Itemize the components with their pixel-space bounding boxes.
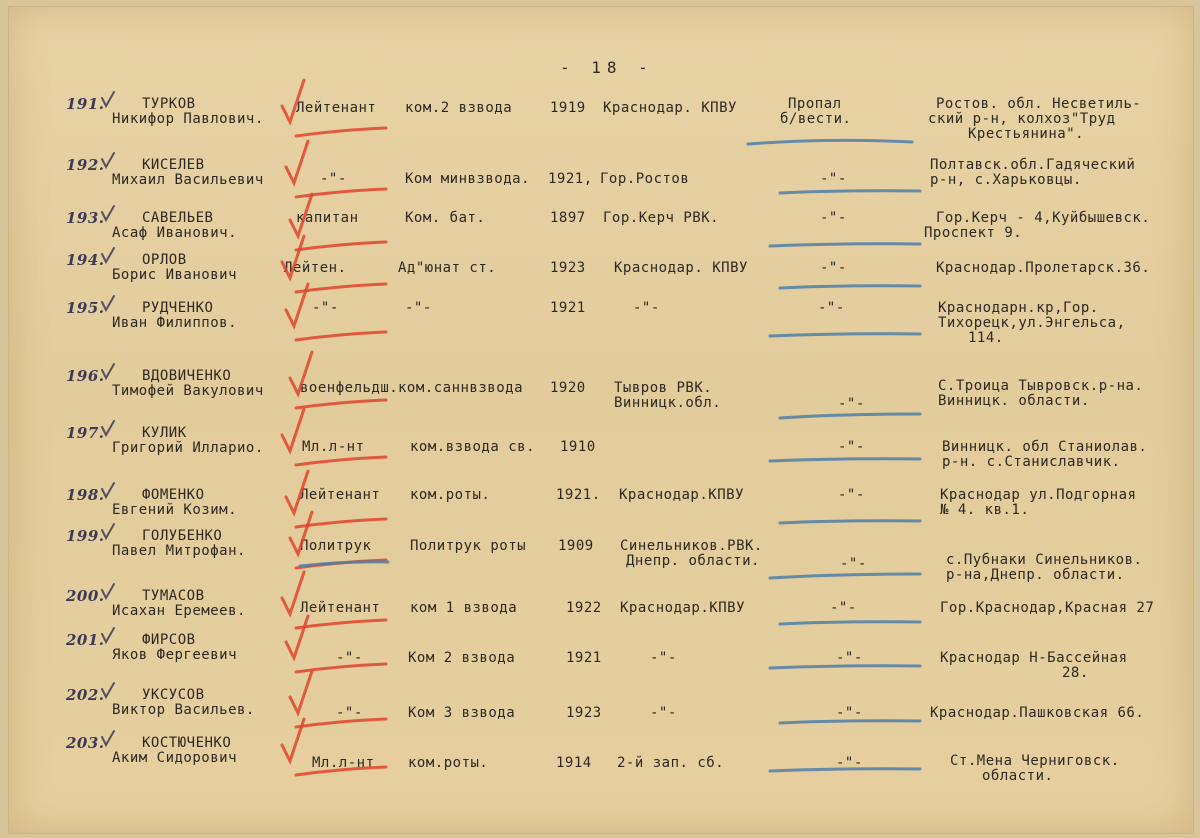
position: Ком. бат. [405, 210, 486, 226]
family-address-line1: С.Троица Тывровск.р-на. [938, 378, 1144, 394]
family-address-line3: Крестьянина". [968, 126, 1085, 142]
loss-status: -"- [836, 650, 863, 666]
surname: САВЕЛЬЕВ [142, 210, 214, 226]
row-number: 191. [66, 95, 105, 113]
row-number: 193. [66, 209, 105, 227]
position: ком.2 взвода [405, 100, 513, 116]
surname: РУДЧЕНКО [142, 300, 214, 316]
surname: ВДОВИЧЕНКО [142, 368, 232, 384]
family-address-line1: Винницк. обл Станиолав. [942, 439, 1148, 455]
conscription-place-line2: Днепр. области. [626, 553, 760, 569]
loss-status: -"- [820, 171, 847, 187]
birth-year: 1923 [566, 705, 602, 721]
row-number: 196. [66, 367, 105, 385]
birth-year: 1909 [558, 538, 594, 554]
birth-year: 1897 [550, 210, 586, 226]
given-name-patronymic: Михаил Васильевич [112, 172, 264, 188]
family-address-line1: Краснодар ул.Подгорная [940, 487, 1137, 503]
page-number: - 18 - [560, 58, 654, 77]
military-rank: -"- [320, 171, 347, 187]
family-address-line2: р-н, с.Харьковцы. [930, 172, 1082, 188]
given-name-patronymic: Иван Филиппов. [112, 315, 238, 331]
position: ком 1 взвода [410, 600, 518, 616]
position: Ком минвзвода. [405, 171, 531, 187]
loss-status: -"- [836, 755, 863, 771]
conscription-place: Гор.Ростов [600, 171, 690, 187]
family-address-line1: Краснодар.Пролетарск.36. [936, 260, 1151, 276]
military-rank: Лейтенант [300, 487, 381, 503]
birth-year: 1910 [560, 439, 596, 455]
position: Ад"юнат ст. [398, 260, 497, 276]
position: Ком 3 взвода [408, 705, 516, 721]
military-rank: Лейтенант [300, 600, 381, 616]
row-number: 197. [66, 424, 105, 442]
given-name-patronymic: Виктор Васильев. [112, 702, 255, 718]
family-address-line1: Гор.Керч - 4,Куйбышевск. [936, 210, 1151, 226]
family-address-line2: № 4. кв.1. [940, 502, 1030, 518]
position: Политрук роты [410, 538, 527, 554]
row-number: 192. [66, 156, 105, 174]
family-address-line2: Проспект 9. [924, 225, 1023, 241]
family-address-line1: Краснодар.Пашковская 66. [930, 705, 1145, 721]
given-name-patronymic: Никифор Павлович. [112, 111, 264, 127]
family-address-line3: 114. [968, 330, 1004, 346]
family-address-line1: Краснодарн.кр,Гор. [938, 300, 1099, 316]
loss-status: -"- [838, 487, 865, 503]
conscription-place: -"- [650, 650, 677, 666]
conscription-place: -"- [650, 705, 677, 721]
given-name-patronymic: Асаф Иванович. [112, 225, 238, 241]
given-name-patronymic: Исахан Еремеев. [112, 603, 246, 619]
family-address-line1: Полтавск.обл.Гадяческий [930, 157, 1136, 173]
given-name-patronymic: Борис Иванович [112, 267, 238, 283]
birth-year: 1921. [556, 487, 601, 503]
row-number: 194. [66, 251, 105, 269]
row-number: 198. [66, 486, 105, 504]
loss-status: -"- [840, 556, 867, 572]
conscription-place: Гор.Керч РВК. [603, 210, 720, 226]
military-rank: Мл.л-нт [302, 439, 365, 455]
conscription-place: Краснодар. КПВУ [603, 100, 737, 116]
conscription-place: Краснодар.КПВУ [620, 600, 746, 616]
military-rank: военфельдш. [300, 380, 399, 396]
conscription-place: -"- [633, 300, 660, 316]
military-rank: Лейтенант [296, 100, 377, 116]
surname: ФОМЕНКО [142, 487, 205, 503]
birth-year: 1920 [550, 380, 586, 396]
surname: КИСЕЛЕВ [142, 157, 205, 173]
family-address-line1: Ст.Мена Черниговск. [950, 753, 1120, 769]
row-number: 201. [66, 631, 105, 649]
birth-year: 1922 [566, 600, 602, 616]
loss-status-line2: б/вести. [780, 111, 852, 127]
family-address-line1: Краснодар Н-Бассейная [940, 650, 1128, 666]
loss-status: -"- [830, 600, 857, 616]
given-name-patronymic: Тимофей Вакулович [112, 383, 264, 399]
conscription-place: Синельников.РВК. [620, 538, 763, 554]
family-address-line2: р-на,Днепр. области. [946, 567, 1125, 583]
family-address-line1: Ростов. обл. Несветиль- [936, 96, 1142, 112]
loss-status: -"- [820, 210, 847, 226]
surname: ФИРСОВ [142, 632, 196, 648]
military-rank: капитан [296, 210, 359, 226]
family-address-line2: области. [982, 768, 1054, 784]
loss-status: Пропал [788, 96, 842, 112]
family-address-line1: с.Пубнаки Синельников. [946, 552, 1143, 568]
position: -"- [405, 300, 432, 316]
birth-year: 1923 [550, 260, 586, 276]
position: Ком 2 взвода [408, 650, 516, 666]
position: ком.саннвзвода [398, 380, 524, 396]
family-address-line2: Тихорецк,ул.Энгельса, [938, 315, 1126, 331]
position: ком.взвода св. [410, 439, 536, 455]
row-number: 195. [66, 299, 105, 317]
military-rank: Политрук [300, 538, 372, 554]
family-address-line2: ский р-н, колхоз"Труд [928, 111, 1116, 127]
birth-year: 1919 [550, 100, 586, 116]
loss-status: -"- [820, 260, 847, 276]
family-address-line2: Винницк. области. [938, 393, 1090, 409]
birth-year: 1921 [566, 650, 602, 666]
conscription-place: Краснодар.КПВУ [619, 487, 745, 503]
given-name-patronymic: Евгений Козим. [112, 502, 238, 518]
given-name-patronymic: Павел Митрофан. [112, 543, 246, 559]
loss-status: -"- [838, 439, 865, 455]
surname: УКСУСОВ [142, 687, 205, 703]
row-number: 202. [66, 686, 105, 704]
given-name-patronymic: Аким Сидорович [112, 750, 238, 766]
military-rank: -"- [336, 705, 363, 721]
position: ком.роты. [410, 487, 491, 503]
birth-year: 1914 [556, 755, 592, 771]
loss-status: -"- [836, 705, 863, 721]
military-rank: Мл.л-нт [312, 755, 375, 771]
family-address-line2: 28. [1062, 665, 1089, 681]
birth-year: 1921, [548, 171, 593, 187]
family-address-line1: Гор.Краснодар,Красная 27 [940, 600, 1155, 616]
surname: ГОЛУБЕНКО [142, 528, 223, 544]
military-rank: Лейтен. [284, 260, 347, 276]
surname: ТУРКОВ [142, 96, 196, 112]
given-name-patronymic: Григорий Илларио. [112, 440, 264, 456]
birth-year: 1921 [550, 300, 586, 316]
surname: ОРЛОВ [142, 252, 187, 268]
given-name-patronymic: Яков Фергеевич [112, 647, 238, 663]
family-address-line2: р-н. с.Станиславчик. [942, 454, 1121, 470]
conscription-place: 2-й зап. сб. [617, 755, 725, 771]
surname: ТУМАСОВ [142, 588, 205, 604]
row-number: 199. [66, 527, 105, 545]
conscription-place: Краснодар. КПВУ [614, 260, 748, 276]
loss-status: -"- [818, 300, 845, 316]
military-rank: -"- [336, 650, 363, 666]
position: ком.роты. [408, 755, 489, 771]
row-number: 200. [66, 587, 105, 605]
surname: КУЛИК [142, 425, 187, 441]
military-rank: -"- [312, 300, 339, 316]
conscription-place: Тывров РВК. [614, 380, 713, 396]
row-number: 203. [66, 734, 105, 752]
loss-status: -"- [838, 396, 865, 412]
conscription-place-line2: Винницк.обл. [614, 395, 722, 411]
surname: КОСТЮЧЕНКО [142, 735, 232, 751]
